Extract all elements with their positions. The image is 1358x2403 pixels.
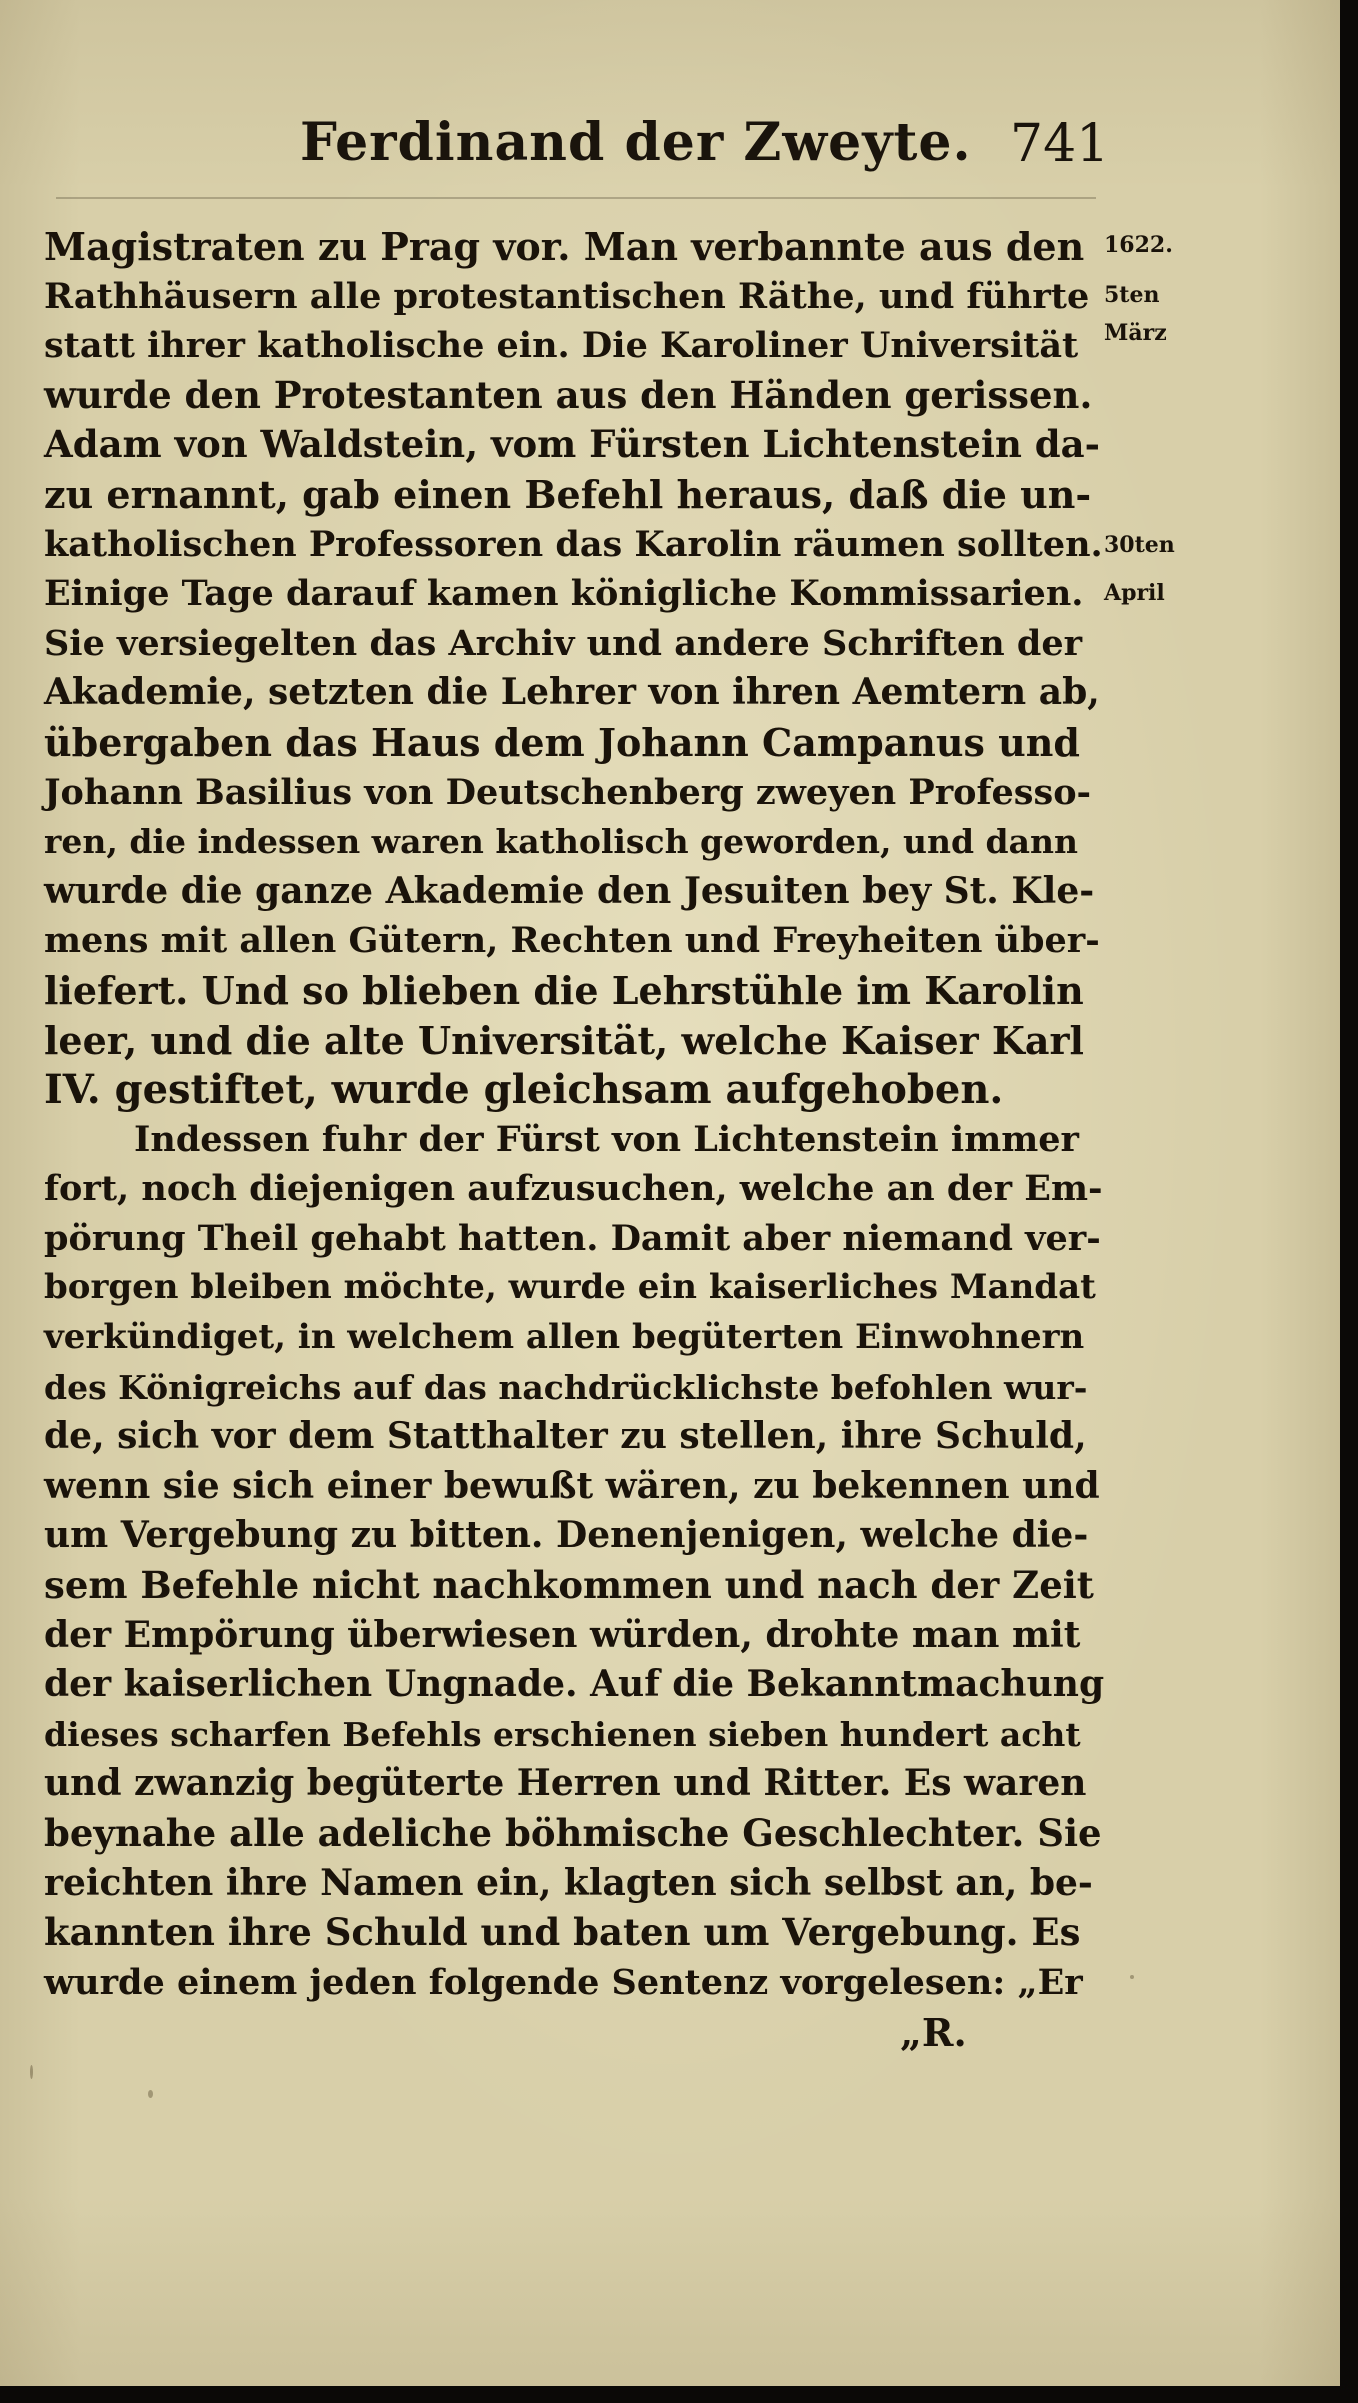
text-line: der Empörung überwiesen würden, drohte man mit [44,1613,1081,1656]
margin-note-year: 1622. [1104,232,1173,258]
text-line: sem Befehle nicht nachkommen und nach der Zeit [44,1563,1094,1608]
text-line: beynahe alle adeliche böhmische Geschlechter. Sie [44,1811,1102,1855]
margin-note-day-2: 30ten [1104,532,1175,558]
header-divider [56,197,1096,199]
text-line: statt ihrer katholische ein. Die Karoliner Universität [44,325,1079,367]
text-line: Sie versiegelten das Archiv und andere Schriften der [44,622,1083,664]
text-line: des Königreichs auf das nachdrücklichste befohlen wur- [44,1367,1088,1407]
text-line: de, sich vor dem Statthalter zu stellen, ihre Schuld, [44,1415,1087,1458]
text-line: Rathhäusern alle protestantischen Räthe, und führte [44,275,1090,317]
text-line: verkündiget, in welchem allen begüterten Einwohnern [44,1317,1085,1358]
ink-speck [1130,1975,1134,1979]
text-line: und zwanzig begüterte Herren und Ritter. Es waren [44,1762,1087,1805]
text-line: Magistraten zu Prag vor. Man verbannte aus den [44,224,1085,269]
text-line: leer, und die alte Universität, welche Kaiser Karl [44,1017,1084,1063]
text-line: Johann Basilius von Deutschenberg zweyen Professo- [44,771,1092,813]
ink-speck [148,2090,153,2098]
text-line: IV. gestiftet, wurde gleichsam aufgehoben. [44,1066,1004,1114]
catchword: „R. [900,2010,967,2055]
text-line: um Vergebung zu bitten. Denenjenigen, welche die- [44,1514,1089,1557]
text-line: reichten ihre Namen ein, klagten sich selbst an, be- [44,1861,1093,1904]
text-line: der kaiserlichen Ungnade. Auf die Bekanntmachung [44,1663,1105,1706]
body-text [44,222,1104,2007]
page-number: 741 [1010,114,1110,174]
text-line: fort, noch diejenigen aufzusuchen, welche an der Em- [44,1168,1103,1210]
ink-speck [30,2065,33,2079]
text-line: pörung Theil gehabt hatten. Damit aber niemand ver- [44,1217,1101,1259]
text-line: mens mit allen Gütern, Rechten und Freyheiten über- [44,920,1100,962]
text-line: Adam von Waldstein, vom Fürsten Lichtenstein da- [44,422,1100,467]
running-title: Ferdinand der Zweyte. [300,112,972,173]
text-line: Akademie, setzten die Lehrer von ihren Aemtern ab, [44,671,1100,714]
text-line: borgen bleiben möchte, wurde ein kaiserliches Mandat [44,1267,1096,1308]
text-line: übergaben das Haus dem Johann Campanus und [44,719,1081,765]
text-line: Einige Tage darauf kamen königliche Kommissarien. [44,573,1084,615]
text-line: ren, die indessen waren katholisch geworden, und dann [44,822,1078,862]
text-line: wurde die ganze Akademie den Jesuiten bey St. Kle- [44,869,1095,912]
margin-note-month-1: März [1104,320,1167,346]
text-line: wurde einem jeden folgende Sentenz vorgelesen: „Er [44,1961,1083,2003]
text-line: wenn sie sich einer bewußt wären, zu bekennen und [44,1464,1100,1507]
running-head [300,112,1110,192]
text-line: kannten ihre Schuld und baten um Vergebung. Es [44,1910,1081,1955]
margin-note-month-2: April [1104,580,1165,606]
paragraph-start-line: Indessen fuhr der Fürst von Lichtenstein immer [134,1118,1079,1160]
text-line: zu ernannt, gab einen Befehl heraus, daß die un- [44,471,1092,517]
scan-border-bottom [0,2386,1358,2403]
text-line: dieses scharfen Befehls erschienen sieben hundert acht [44,1714,1081,1754]
scan-border-right [1340,0,1358,2403]
text-line: wurde den Protestanten aus den Händen gerissen. [44,372,1093,417]
text-line: liefert. Und so blieben die Lehrstühle im Karolin [44,967,1084,1013]
text-line: katholischen Professoren das Karolin räumen sollten. [44,523,1103,565]
margin-note-day-1: 5ten [1104,282,1160,308]
